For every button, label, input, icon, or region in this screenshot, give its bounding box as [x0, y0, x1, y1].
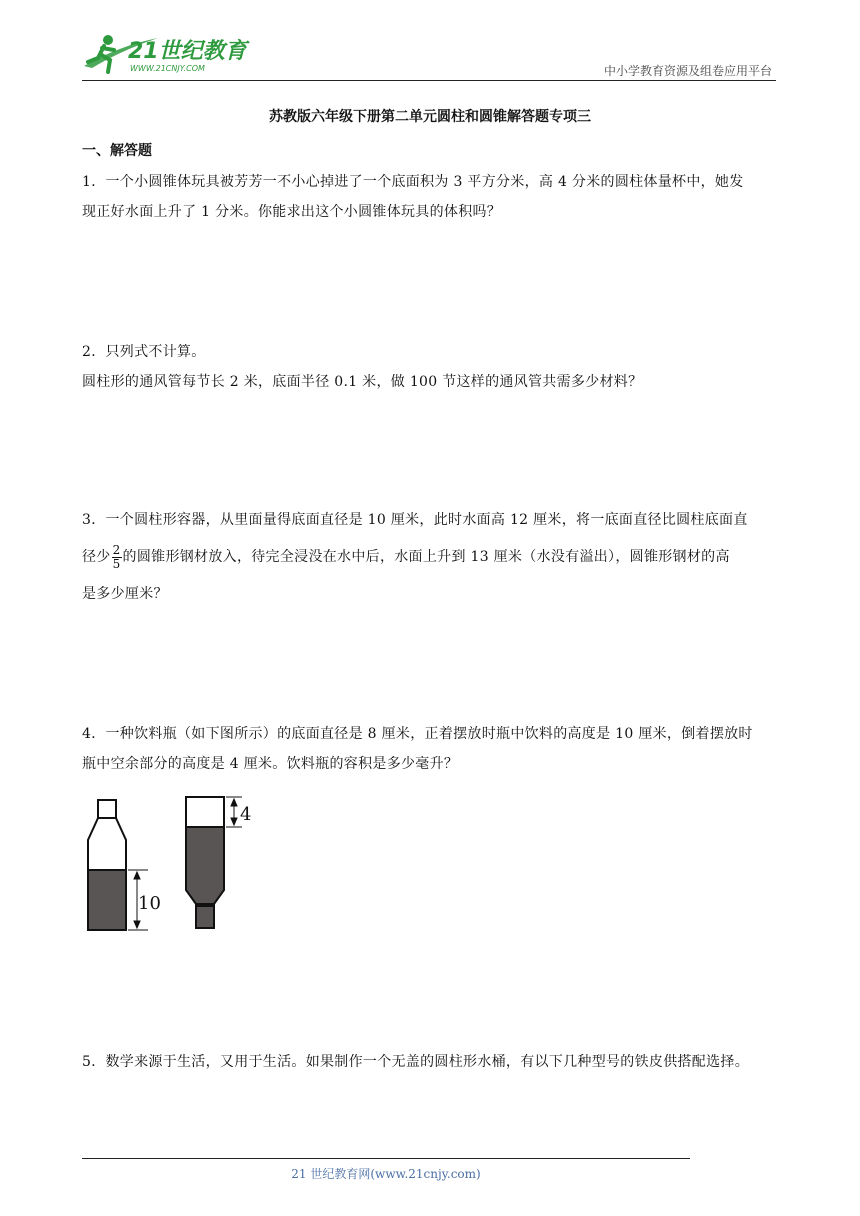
fraction-denominator: 5	[112, 556, 121, 571]
question-1	[82, 167, 782, 227]
question-4-line-2: 瓶中空余部分的高度是 4 厘米。饮料瓶的容积是多少毫升？	[82, 756, 459, 772]
logo-text: 21世纪教育	[128, 39, 247, 64]
fraction	[112, 544, 122, 571]
question-3-line-2-pre: 径少	[82, 549, 111, 565]
question-5-line-1: 5．数学来源于生活，又用于生活。如果制作一个无盖的圆柱形水桶，有以下几种型号的铁皮供搭配选择。	[82, 1054, 750, 1070]
question-2	[82, 337, 782, 397]
question-3-line-3: 是多少厘米？	[82, 586, 168, 602]
bottle-figure	[80, 792, 280, 936]
question-2-line-1: 2．只列式不计算。	[82, 344, 206, 360]
question-4-line-1: 4．一种饮料瓶（如下图所示）的底面直径是 8 厘米，正着摆放时瓶中饮料的高度是 10 厘米，倒着摆放时	[82, 726, 753, 742]
question-3-line-1: 3．一个圆柱形容器，从里面量得底面直径是 10 厘米，此时水面高 12 厘米，将一底面直径比圆柱底面直	[82, 512, 748, 528]
question-3	[82, 505, 782, 609]
inverted-bottle	[186, 797, 224, 928]
upright-liquid	[88, 870, 126, 930]
document-title: 苏教版六年级下册第二单元圆柱和圆锥解答题专项三	[269, 109, 591, 125]
question-4	[82, 719, 782, 779]
label-4: 4	[240, 804, 252, 825]
label-10: 10	[138, 893, 161, 914]
question-3-line-2-post: 的圆锥形钢材放入，待完全浸没在水中后，水面上升到 13 厘米（水没有溢出），圆锥形钢材的高	[122, 549, 730, 565]
question-1-line-2: 现正好水面上升了 1 分米。你能求出这个小圆锥体玩具的体积吗？	[82, 204, 502, 220]
site-logo	[78, 28, 258, 80]
question-3-line-2	[82, 535, 782, 579]
header-divider	[82, 80, 776, 81]
inverted-liquid	[186, 827, 224, 904]
upright-bottle	[88, 800, 126, 930]
section-heading: 一、解答题	[82, 143, 152, 159]
footer-link[interactable]: 21 世纪教育网(www.21cnjy.com)	[291, 1167, 481, 1181]
logo-url: WWW.21CNJY.COM	[130, 64, 205, 73]
fraction-numerator: 2	[112, 542, 121, 557]
question-1-line-1: 1．一个小圆锥体玩具被芳芳一不小心掉进了一个底面积为 3 平方分米，高 4 分米的圆柱体量杯中，她发	[82, 174, 744, 190]
platform-label: 中小学教育资源及组卷应用平台	[603, 64, 772, 78]
question-2-line-2: 圆柱形的通风管每节长 2 米，底面半径 0.1 米，做 100 节这样的通风管共需多少材料？	[82, 374, 643, 390]
footer-divider	[82, 1158, 690, 1159]
question-5	[82, 1047, 782, 1077]
